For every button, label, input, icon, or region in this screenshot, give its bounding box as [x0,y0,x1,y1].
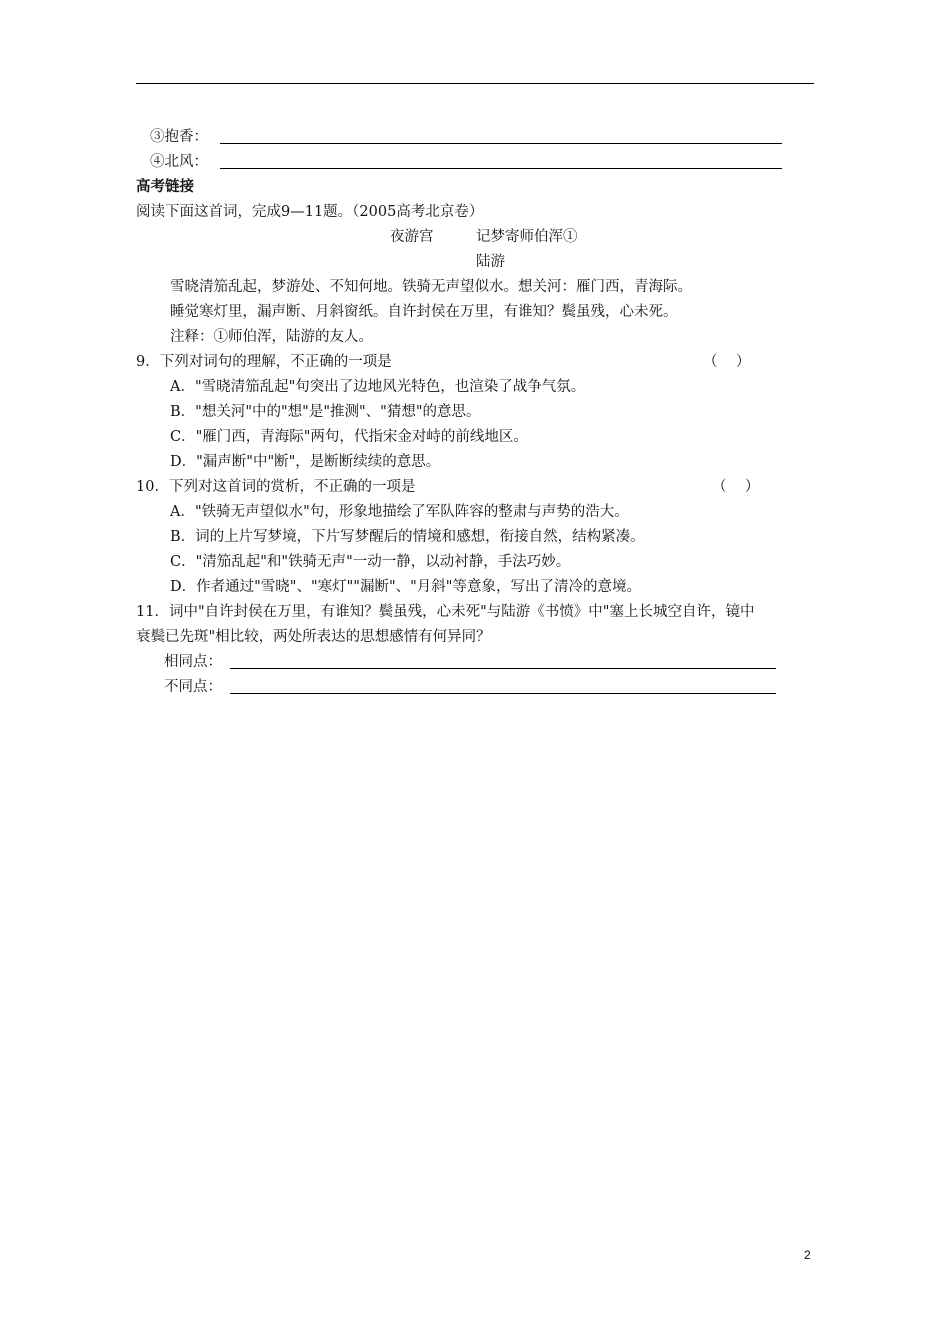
answer-line-beifeng[interactable] [220,168,782,169]
question-11-stem-line-2: 衰鬓已先斑"相比较，两处所表达的思想感情有何异同？ [136,629,491,645]
question-9-stem: 9．下列对词句的理解，不正确的一项是 [136,354,392,370]
question-10-option-a: A．"铁骑无声望似水"句，形象地描绘了军队阵容的整肃与声势的浩大。 [170,504,629,520]
question-9-option-b: B．"想关河"中的"想"是"推测"、"猜想"的意思。 [170,404,481,420]
intro-text: 阅读下面这首词，完成9—11题。（2005高考北京卷） [136,204,484,220]
question-11-same-label: 相同点： [164,654,222,670]
question-9-answer-paren[interactable]: （ ） [703,354,751,370]
question-11-stem-line-1: 11．词中"自许封侯在万里，有谁知？鬓虽残，心未死"与陆游《书愤》中"塞上长城空自许，镜中 [136,604,755,620]
poem-subtitle: 记梦寄师伯浑① [476,229,578,245]
poem-line-1: 雪晓清笳乱起，梦游处、不知何地。铁骑无声望似水。想关河：雁门西，青海际。 [170,279,692,295]
poem-title: 夜游宫 [390,229,434,245]
question-10-stem: 10．下列对这首词的赏析，不正确的一项是 [136,479,416,495]
poem-line-2: 睡觉寒灯里，漏声断、月斜窗纸。自许封侯在万里，有谁知？鬓虽残，心未死。 [170,304,678,320]
section-title: 高考链接 [136,178,194,195]
question-10-option-d: D．作者通过"雪晓"、"寒灯""漏断"、"月斜"等意象，写出了清冷的意境。 [170,579,641,595]
page-number: 2 [804,1248,811,1262]
poem-author: 陆游 [476,254,505,270]
question-9-option-a: A．"雪晓清笳乱起"句突出了边地风光特色，也渲染了战争气氛。 [170,379,586,395]
header-rule [136,83,814,84]
poem-note: 注释：①师伯浑，陆游的友人。 [170,329,373,345]
answer-line-same[interactable] [230,668,776,669]
question-10-answer-paren[interactable]: （ ） [712,479,760,495]
question-9-option-c: C．"雁门西，青海际"两句，代指宋金对峙的前线地区。 [170,429,528,445]
fill-item-label-baoxiang: ③抱香： [150,129,208,145]
question-10-option-c: C．"清笳乱起"和"铁骑无声"一动一静，以动衬静，手法巧妙。 [170,554,571,570]
question-10-option-b: B．词的上片写梦境，下片写梦醒后的情境和感想，衔接自然，结构紧凑。 [170,529,645,545]
question-9-option-d: D．"漏声断"中"断"，是断断续续的意思。 [170,454,441,470]
fill-item-label-beifeng: ④北风： [150,154,208,170]
answer-line-baoxiang[interactable] [220,143,782,144]
question-11-diff-label: 不同点： [164,679,222,695]
answer-line-diff[interactable] [230,693,776,694]
